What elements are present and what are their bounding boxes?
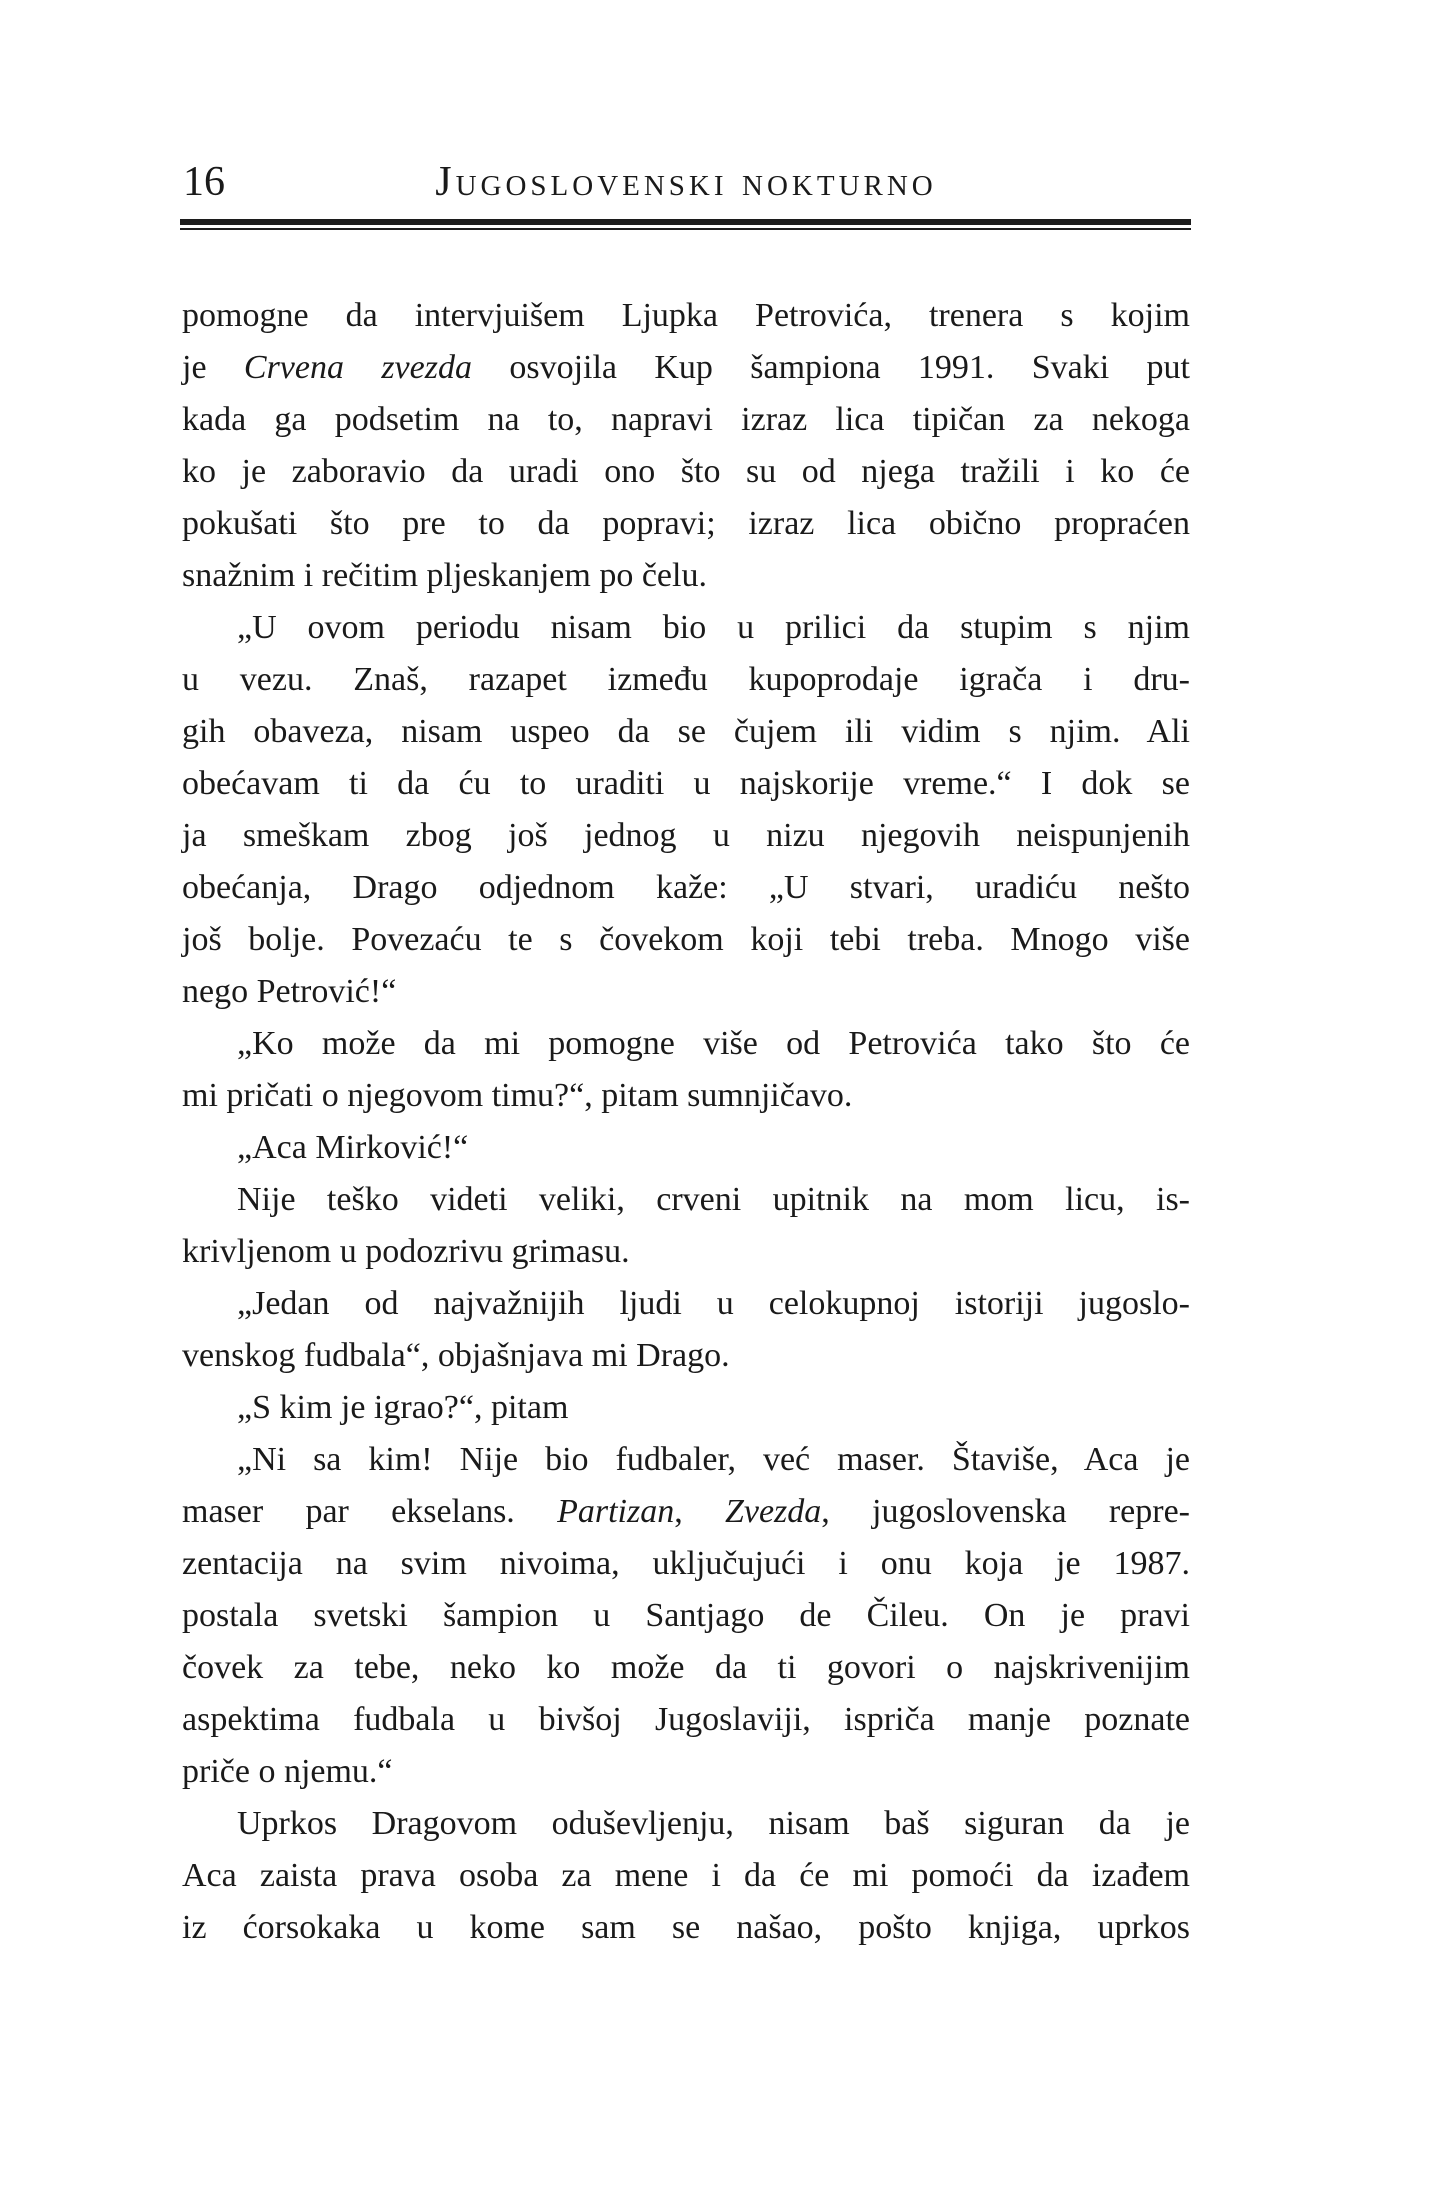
text-line: [182, 498, 1190, 550]
text-segment: venskog fudbala“, objašnjava mi Drago.: [182, 1337, 730, 1374]
text-segment: snažnim i rečitim pljeskanjem po čelu.: [182, 557, 707, 594]
paragraph: [182, 290, 1190, 602]
text-block: [182, 290, 1190, 1954]
text-segment: ja smeškam zbog još jednog u nizu njegovih neispunjenih: [182, 817, 1190, 854]
paragraph: [182, 1174, 1190, 1278]
text-line: [182, 1070, 1190, 1122]
text-segment: Nije teško videti veliki, crveni upitnik na mom licu, is-: [237, 1181, 1190, 1218]
text-line: [182, 1330, 1190, 1382]
header-divider: [180, 219, 1191, 230]
text-line: [182, 1694, 1190, 1746]
text-line: [182, 394, 1190, 446]
text-line: [182, 446, 1190, 498]
text-segment: obećanja, Drago odjednom kaže: „U stvari, uradiću nešto: [182, 869, 1190, 906]
divider-thick-rule: [180, 219, 1191, 225]
text-line: [182, 1538, 1190, 1590]
page-header: [182, 158, 1190, 206]
text-line: [182, 966, 1190, 1018]
page-number: 16: [183, 159, 225, 205]
text-segment: , jugoslovenska repre-: [821, 1493, 1191, 1530]
text-line: [182, 1642, 1190, 1694]
divider-thin-rule: [180, 228, 1191, 230]
text-segment: pomogne da intervjuišem Ljupka Petrovića, trenera s kojim: [182, 297, 1190, 334]
text-line: [182, 810, 1190, 862]
text-line: [182, 342, 1190, 394]
text-segment: mi pričati o njegovom timu?“, pitam sumnjičavo.: [182, 1077, 853, 1114]
text-line: [182, 1278, 1190, 1330]
text-segment: „Jedan od najvažnijih ljudi u celokupnoj istoriji jugoslo-: [237, 1285, 1190, 1322]
text-segment: još bolje. Povezaću te s čovekom koji tebi treba. Mnogo više: [182, 921, 1190, 958]
text-segment: „Ko može da mi pomogne više od Petrovića tako što će: [237, 1025, 1190, 1062]
text-segment: „Aca Mirković!“: [237, 1129, 469, 1166]
text-line: [182, 1434, 1190, 1486]
text-segment: je: [182, 349, 244, 386]
text-line: [182, 1850, 1190, 1902]
paragraph: [182, 1278, 1190, 1382]
text-line: [182, 706, 1190, 758]
text-segment: postala svetski šampion u Santjago de Čileu. On je pravi: [182, 1597, 1190, 1634]
paragraph: [182, 1434, 1190, 1798]
text-segment: krivljenom u podozrivu grimasu.: [182, 1233, 630, 1270]
text-line: [182, 1590, 1190, 1642]
paragraph: [182, 1798, 1190, 1954]
paragraph: [182, 1018, 1190, 1122]
text-line: [182, 550, 1190, 602]
text-segment: aspektima fudbala u bivšoj Jugoslaviji, ispriča manje poznate: [182, 1701, 1190, 1738]
text-line: [182, 1798, 1190, 1850]
text-segment: priče o njemu.“: [182, 1753, 393, 1790]
text-segment: gih obaveza, nisam uspeo da se čujem ili vidim s njim. Ali: [182, 713, 1190, 750]
text-segment: „Ni sa kim! Nije bio fudbaler, već maser. Štaviše, Aca je: [237, 1441, 1190, 1478]
paragraph: [182, 1122, 1190, 1174]
text-line: [182, 1902, 1190, 1954]
text-line: [182, 1746, 1190, 1798]
italic-text: Zvezda: [724, 1493, 822, 1530]
text-line: [182, 914, 1190, 966]
text-segment: zentacija na svim nivoima, uključujući i onu koja je 1987.: [182, 1545, 1190, 1582]
text-segment: nego Petrović!“: [182, 973, 397, 1010]
paragraph: [182, 1382, 1190, 1434]
text-line: [182, 1226, 1190, 1278]
text-segment: Uprkos Dragovom oduševljenju, nisam baš siguran da je: [237, 1805, 1190, 1842]
running-title: Jugoslovenski nokturno: [435, 159, 937, 205]
text-line: [182, 1486, 1190, 1538]
text-segment: kada ga podsetim na to, napravi izraz lica tipičan za nekoga: [182, 401, 1190, 438]
text-line: [182, 758, 1190, 810]
text-segment: pokušati što pre to da popravi; izraz lica obično propraćen: [182, 505, 1190, 542]
italic-text: Crvena zvezda: [243, 349, 472, 386]
text-line: [182, 602, 1190, 654]
text-line: [182, 1122, 1190, 1174]
text-segment: ,: [674, 1493, 725, 1530]
text-line: [182, 1174, 1190, 1226]
text-segment: „U ovom periodu nisam bio u prilici da stupim s njim: [237, 609, 1190, 646]
paragraph: [182, 602, 1190, 1018]
text-segment: obećavam ti da ću to uraditi u najskorije vreme.“ I dok se: [182, 765, 1190, 802]
text-segment: maser par ekselans.: [182, 1493, 558, 1530]
text-segment: iz ćorsokaka u kome sam se našao, pošto knjiga, uprkos: [182, 1909, 1190, 1946]
text-segment: ko je zaboravio da uradi ono što su od njega tražili i ko će: [182, 453, 1190, 490]
text-segment: čovek za tebe, neko ko može da ti govori o najskrivenijim: [182, 1649, 1190, 1686]
text-line: [182, 654, 1190, 706]
text-line: [182, 862, 1190, 914]
text-segment: osvojila Kup šampiona 1991. Svaki put: [471, 349, 1190, 386]
text-segment: Aca zaista prava osoba za mene i da će mi pomoći da izađem: [182, 1857, 1190, 1894]
italic-text: Partizan: [557, 1493, 675, 1530]
text-line: [182, 1382, 1190, 1434]
text-segment: u vezu. Znaš, razapet između kupoprodaje igrača i dru-: [182, 661, 1190, 698]
text-line: [182, 290, 1190, 342]
text-line: [182, 1018, 1190, 1070]
text-segment: „S kim je igrao?“, pitam: [237, 1389, 569, 1426]
